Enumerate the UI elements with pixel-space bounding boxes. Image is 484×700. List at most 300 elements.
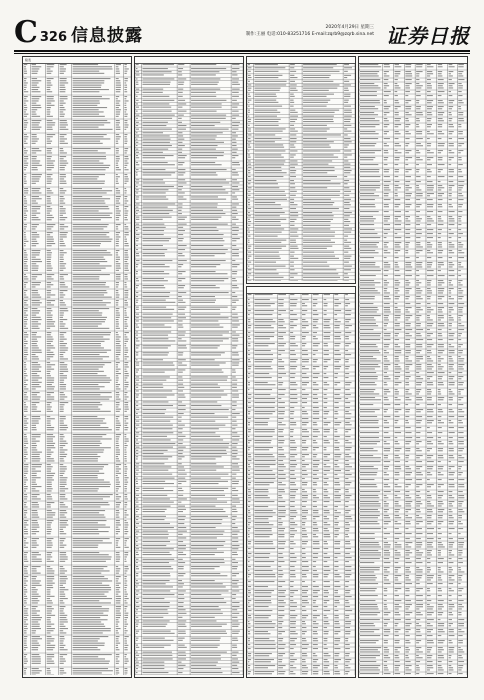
text-line-mark xyxy=(416,145,423,146)
text-line-mark xyxy=(232,189,239,190)
text-line-mark xyxy=(232,203,239,204)
text-line-mark xyxy=(248,258,249,259)
text-line-mark xyxy=(178,470,185,471)
text-line-mark xyxy=(254,366,270,367)
text-line-mark xyxy=(124,638,126,639)
text-line-mark xyxy=(334,510,337,511)
text-line-mark xyxy=(254,131,282,132)
text-line-mark xyxy=(345,482,351,483)
text-line-mark xyxy=(116,234,119,235)
text-line-mark xyxy=(395,284,400,285)
text-line-mark xyxy=(345,606,350,607)
text-line-mark xyxy=(248,361,251,362)
text-line-mark xyxy=(248,242,250,243)
text-line-mark xyxy=(345,456,351,457)
text-line-mark xyxy=(116,490,118,491)
text-line-mark xyxy=(24,332,27,333)
text-line-mark xyxy=(142,271,164,272)
text-line-mark xyxy=(334,524,338,525)
text-line-mark xyxy=(290,442,295,443)
text-line-mark xyxy=(278,576,282,577)
text-line-mark xyxy=(32,310,41,311)
text-line-mark xyxy=(178,428,183,429)
text-line-mark xyxy=(32,183,36,184)
text-line-mark xyxy=(136,89,139,90)
text-line-mark xyxy=(438,296,445,297)
text-line-mark xyxy=(32,429,37,430)
text-line-mark xyxy=(232,234,238,235)
text-line-mark xyxy=(32,215,37,216)
text-line-mark xyxy=(124,107,126,108)
text-line-mark xyxy=(232,307,236,308)
text-line-mark xyxy=(334,354,340,355)
text-line-mark xyxy=(324,345,328,346)
text-line-mark xyxy=(47,477,53,478)
text-line-mark xyxy=(344,84,351,85)
text-line-mark xyxy=(60,134,67,135)
text-line-mark xyxy=(384,133,387,134)
text-line-mark xyxy=(124,80,127,81)
text-line-mark xyxy=(142,580,169,581)
text-line-mark xyxy=(24,438,27,439)
text-line-mark xyxy=(124,510,126,511)
text-line-mark xyxy=(47,585,53,586)
text-line-mark xyxy=(73,124,105,125)
text-line-mark xyxy=(313,516,320,517)
text-line-mark xyxy=(142,405,173,406)
text-line-mark xyxy=(142,307,166,308)
text-line-mark xyxy=(142,594,174,595)
text-line-mark xyxy=(142,118,172,119)
text-line-mark xyxy=(73,317,107,318)
text-line-mark xyxy=(427,216,430,217)
text-line-mark xyxy=(395,157,400,158)
text-line-mark xyxy=(116,228,118,229)
text-line-mark xyxy=(60,380,64,381)
text-line-mark xyxy=(24,458,28,459)
text-line-mark xyxy=(47,456,51,457)
text-line-mark xyxy=(303,110,339,111)
text-line-mark xyxy=(32,566,41,567)
text-line-mark xyxy=(254,592,271,593)
text-line-mark xyxy=(60,423,64,424)
text-line-mark xyxy=(344,77,347,78)
text-line-mark xyxy=(290,456,295,457)
text-line-mark xyxy=(47,392,54,393)
text-line-mark xyxy=(345,536,349,537)
text-line-mark xyxy=(191,580,215,581)
text-line-mark xyxy=(73,418,105,419)
text-line-mark xyxy=(254,121,278,122)
text-line-mark xyxy=(191,300,216,301)
text-line-mark xyxy=(290,592,294,593)
text-line-mark xyxy=(344,219,348,220)
text-line-mark xyxy=(395,199,401,200)
text-line-mark xyxy=(142,640,173,641)
text-line-mark xyxy=(116,332,118,333)
text-line-mark xyxy=(290,431,293,432)
text-line-mark xyxy=(248,447,250,448)
text-line-mark xyxy=(116,427,120,428)
text-line-mark xyxy=(384,138,390,139)
text-line-mark xyxy=(116,176,120,177)
text-line-mark xyxy=(60,591,64,592)
text-line-mark xyxy=(303,131,327,132)
text-line-mark xyxy=(449,206,453,207)
text-line-mark xyxy=(47,434,53,435)
text-line-mark xyxy=(313,460,320,461)
text-line-mark xyxy=(60,169,65,170)
text-line-mark xyxy=(191,417,228,418)
text-line-mark xyxy=(60,527,66,528)
text-line-mark xyxy=(248,394,251,395)
text-line-mark xyxy=(278,518,281,519)
text-line-mark xyxy=(248,543,251,544)
text-line-mark xyxy=(345,617,349,618)
text-line-mark xyxy=(232,196,237,197)
text-line-mark xyxy=(116,317,120,318)
text-line-mark xyxy=(142,453,163,454)
text-line-mark xyxy=(191,573,220,574)
text-line-mark xyxy=(360,204,375,205)
text-line-mark xyxy=(313,325,316,326)
text-line-mark xyxy=(438,204,442,205)
text-line-mark xyxy=(254,640,274,641)
text-line-mark xyxy=(232,466,239,467)
text-line-mark xyxy=(142,278,164,279)
text-line-mark xyxy=(395,280,399,281)
text-line-mark xyxy=(248,176,251,177)
text-line-mark xyxy=(47,183,52,184)
text-line-mark xyxy=(302,442,306,443)
text-line-mark xyxy=(178,552,183,553)
text-line-mark xyxy=(124,545,126,546)
text-line-mark xyxy=(416,91,420,92)
text-line-mark xyxy=(438,164,445,165)
text-line-mark xyxy=(32,482,36,483)
text-line-mark xyxy=(47,498,53,499)
text-line-mark xyxy=(124,236,126,237)
text-line-mark xyxy=(345,394,351,395)
text-line-mark xyxy=(124,308,126,309)
text-line-mark xyxy=(124,436,126,437)
text-line-mark xyxy=(395,242,402,243)
text-line-mark xyxy=(290,112,298,113)
text-line-mark xyxy=(416,73,419,74)
text-line-mark xyxy=(24,160,27,161)
text-line-mark xyxy=(191,280,224,281)
text-line-mark xyxy=(324,590,329,591)
text-line-mark xyxy=(345,429,351,430)
text-line-mark xyxy=(116,364,118,365)
text-line-mark xyxy=(248,600,251,601)
text-line-mark xyxy=(60,561,66,562)
text-line-mark xyxy=(24,425,27,426)
text-line-mark xyxy=(47,416,51,417)
text-line-mark xyxy=(416,288,420,289)
text-line-mark xyxy=(290,338,295,339)
text-line-mark xyxy=(384,290,387,291)
text-line-mark xyxy=(136,68,137,69)
text-line-mark xyxy=(232,409,235,410)
text-line-mark xyxy=(232,573,239,574)
text-line-mark xyxy=(438,237,441,238)
text-line-mark xyxy=(313,606,318,607)
text-line-mark xyxy=(47,165,55,166)
text-line-mark xyxy=(427,185,434,186)
text-line-mark xyxy=(124,468,127,469)
text-line-mark xyxy=(124,105,126,106)
text-line-mark xyxy=(416,216,419,217)
text-line-mark xyxy=(124,429,127,430)
text-line-mark xyxy=(344,131,351,132)
text-line-mark xyxy=(360,176,380,177)
text-line-mark xyxy=(290,314,297,315)
text-line-mark xyxy=(344,199,351,200)
text-line-mark xyxy=(458,303,464,304)
text-line-mark xyxy=(32,545,39,546)
text-line-mark xyxy=(248,506,250,507)
text-line-mark xyxy=(191,164,222,165)
text-line-mark xyxy=(254,280,280,281)
text-line-mark xyxy=(302,456,305,457)
text-line-mark xyxy=(438,91,445,92)
text-line-mark xyxy=(24,245,26,246)
text-line-mark xyxy=(360,185,380,186)
text-line-mark xyxy=(116,512,120,513)
text-line-mark xyxy=(136,74,140,75)
text-line-mark xyxy=(232,309,235,310)
text-line-mark xyxy=(116,527,119,528)
text-line-mark xyxy=(191,314,220,315)
text-line-mark xyxy=(438,176,445,177)
text-line-mark xyxy=(124,576,126,577)
text-line-mark xyxy=(116,608,121,609)
text-line-mark xyxy=(47,617,51,618)
text-line-mark xyxy=(60,217,68,218)
text-line-mark xyxy=(191,376,228,377)
text-line-mark xyxy=(116,454,120,455)
text-line-mark xyxy=(73,176,99,177)
text-line-mark xyxy=(232,443,237,444)
text-line-mark xyxy=(334,345,339,346)
text-line-mark xyxy=(232,219,238,220)
text-line-mark xyxy=(116,638,119,639)
text-line-mark xyxy=(116,494,119,495)
text-line-mark xyxy=(254,570,272,571)
text-line-mark xyxy=(345,350,348,351)
text-line-mark xyxy=(302,644,309,645)
text-line-mark xyxy=(191,230,218,231)
text-line-mark xyxy=(124,362,128,363)
text-line-mark xyxy=(313,384,319,385)
text-line-mark xyxy=(178,624,185,625)
text-line-mark xyxy=(24,122,28,123)
text-line-mark xyxy=(24,441,28,442)
text-line-mark xyxy=(191,453,227,454)
text-line-mark xyxy=(178,658,186,659)
text-line-mark xyxy=(136,314,139,315)
text-line-mark xyxy=(334,389,340,390)
text-line-mark xyxy=(73,226,108,227)
text-line-mark xyxy=(136,372,138,373)
text-line-mark xyxy=(60,107,65,108)
text-line-mark xyxy=(302,431,309,432)
text-line-mark xyxy=(384,185,389,186)
text-line-mark xyxy=(178,474,187,475)
text-line-mark xyxy=(303,269,336,270)
text-line-mark xyxy=(395,262,398,263)
text-line-mark xyxy=(191,162,215,163)
text-line-mark xyxy=(32,570,37,571)
text-line-mark xyxy=(290,424,296,425)
text-line-mark xyxy=(24,80,26,81)
text-line-mark xyxy=(191,135,217,136)
text-line-mark xyxy=(449,275,455,276)
text-line-mark xyxy=(136,347,138,348)
text-line-mark xyxy=(24,261,27,262)
text-line-mark xyxy=(290,576,296,577)
text-line-mark xyxy=(32,510,38,511)
text-line-mark xyxy=(438,250,443,251)
text-line-mark xyxy=(334,294,338,295)
text-line-mark xyxy=(345,659,351,660)
text-line-mark xyxy=(290,623,296,624)
text-line-mark xyxy=(60,124,68,125)
text-line-mark xyxy=(427,246,432,247)
text-line-mark xyxy=(302,310,307,311)
text-line-mark xyxy=(416,252,419,253)
text-line-mark xyxy=(73,156,106,157)
text-line-mark xyxy=(458,250,461,251)
text-line-mark xyxy=(73,326,98,327)
text-line-mark xyxy=(136,324,138,325)
text-line-mark xyxy=(136,224,139,225)
text-line-mark xyxy=(324,303,328,304)
text-line-mark xyxy=(360,266,380,267)
text-line-mark xyxy=(47,488,53,489)
text-line-mark xyxy=(458,79,464,80)
text-line-mark xyxy=(47,608,54,609)
text-line-mark xyxy=(290,321,293,322)
text-line-mark xyxy=(313,413,319,414)
text-line-mark xyxy=(278,464,284,465)
text-line-mark xyxy=(427,64,431,65)
text-line-mark xyxy=(116,263,121,264)
text-line-mark xyxy=(32,252,40,253)
text-line-mark xyxy=(116,302,119,303)
text-line-mark xyxy=(254,81,286,82)
text-line-mark xyxy=(142,617,163,618)
text-line-mark xyxy=(345,631,350,632)
text-line-mark xyxy=(384,298,391,299)
text-line-mark xyxy=(449,66,455,67)
text-line-mark xyxy=(290,228,298,229)
text-line-mark xyxy=(142,96,169,97)
text-line-mark xyxy=(60,661,66,662)
text-line-mark xyxy=(345,673,348,674)
text-line-mark xyxy=(324,422,331,423)
text-line-mark xyxy=(458,102,463,103)
text-line-mark xyxy=(254,134,275,135)
text-line-mark xyxy=(416,152,420,153)
text-line-mark xyxy=(395,181,400,182)
text-line-mark xyxy=(232,658,238,659)
text-line-mark xyxy=(116,232,120,233)
text-line-mark xyxy=(73,636,109,637)
text-line-mark xyxy=(32,496,38,497)
text-line-mark xyxy=(360,220,374,221)
text-line-mark xyxy=(191,266,216,267)
text-line-mark xyxy=(395,112,399,113)
text-line-mark xyxy=(60,232,68,233)
text-line-mark xyxy=(124,482,128,483)
text-line-mark xyxy=(438,145,444,146)
text-line-mark xyxy=(73,350,112,351)
text-line-mark xyxy=(47,89,51,90)
text-line-mark xyxy=(254,273,278,274)
text-line-mark xyxy=(178,82,184,83)
text-line-mark xyxy=(24,583,26,584)
text-line-mark xyxy=(290,407,294,408)
text-line-mark xyxy=(334,661,338,662)
text-line-mark xyxy=(32,64,36,65)
text-line-mark xyxy=(73,658,105,659)
text-line-mark xyxy=(438,187,445,188)
text-line-mark xyxy=(232,78,239,79)
text-line-mark xyxy=(116,545,118,546)
text-line-mark xyxy=(449,150,452,151)
text-line-mark xyxy=(416,133,422,134)
text-line-mark xyxy=(24,380,28,381)
text-line-mark xyxy=(438,64,442,65)
text-line-mark xyxy=(427,244,432,245)
text-line-mark xyxy=(47,219,52,220)
text-line-mark xyxy=(24,418,28,419)
text-line-mark xyxy=(136,428,137,429)
text-line-mark xyxy=(344,96,350,97)
text-line-mark xyxy=(248,77,252,78)
text-line-mark xyxy=(73,445,100,446)
text-line-mark xyxy=(142,162,167,163)
text-line-mark xyxy=(248,94,250,95)
text-line-mark xyxy=(313,489,316,490)
text-line-mark xyxy=(73,436,103,437)
text-line-mark xyxy=(290,470,295,471)
text-line-mark xyxy=(47,473,55,474)
text-line-mark xyxy=(73,310,99,311)
text-line-mark xyxy=(232,324,240,325)
text-line-mark xyxy=(345,524,350,525)
text-line-mark xyxy=(313,338,318,339)
text-line-mark xyxy=(60,636,65,637)
text-line-mark xyxy=(142,466,171,467)
text-line-mark xyxy=(248,474,250,475)
text-line-mark xyxy=(47,181,52,182)
text-line-mark xyxy=(32,409,37,410)
text-line-mark xyxy=(47,328,50,329)
text-line-mark xyxy=(416,204,421,205)
text-line-mark xyxy=(47,382,54,383)
text-line-mark xyxy=(438,169,443,170)
text-line-mark xyxy=(32,239,37,240)
text-line-mark xyxy=(416,66,422,67)
text-line-mark xyxy=(254,77,278,78)
text-line-mark xyxy=(124,559,126,560)
text-line-mark xyxy=(302,482,308,483)
text-line-mark xyxy=(248,134,251,135)
text-line-mark xyxy=(142,296,169,297)
